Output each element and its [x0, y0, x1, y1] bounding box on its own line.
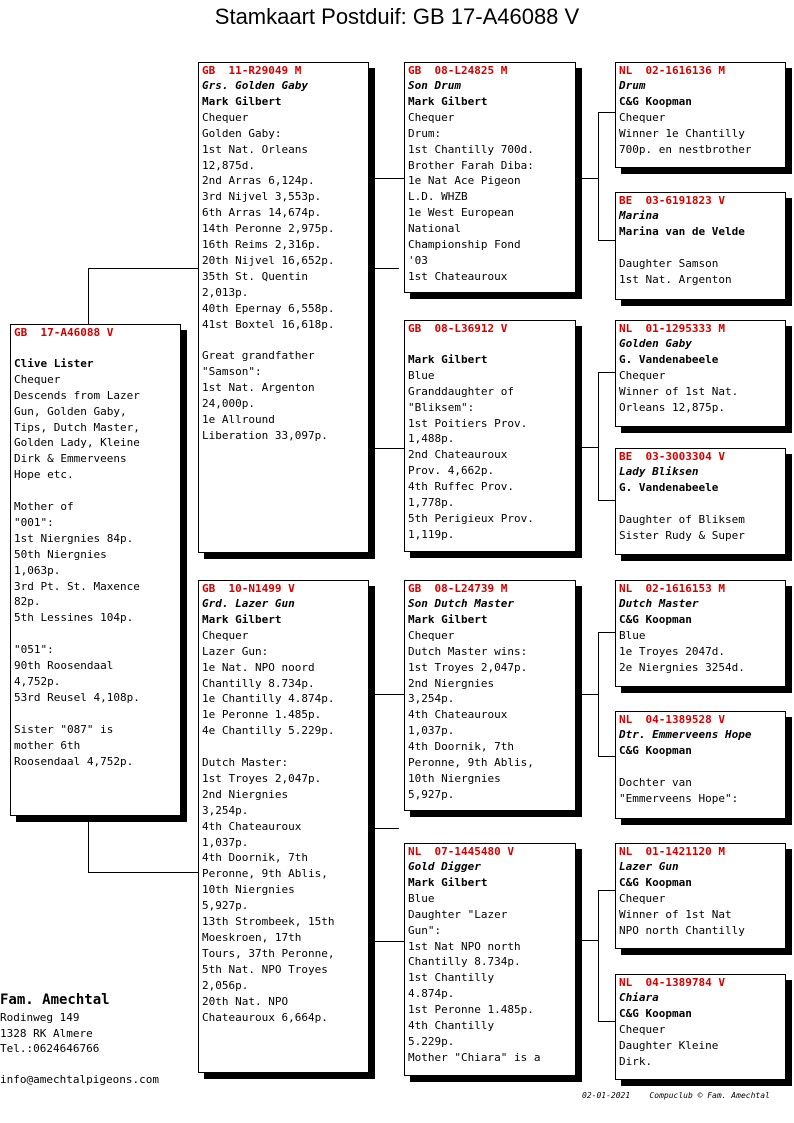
info-line: 1st Chantilly 700d. — [408, 142, 534, 156]
info-line: 1st Niergnies 84p. — [14, 531, 134, 545]
info-line — [202, 333, 365, 349]
info-line: 2nd Niergnies — [202, 787, 289, 801]
info-line: Great grandfather — [202, 349, 315, 363]
info-line: 5,927p. — [408, 787, 455, 801]
info-line: Mother of — [14, 500, 74, 514]
breeder-name: Mark Gilbert — [202, 94, 282, 108]
info-line: 3,254p. — [408, 692, 455, 706]
info-line: 1st Troyes 2,047p. — [202, 771, 322, 785]
info-line: Hope etc. — [14, 468, 74, 482]
info-line: 5,927p. — [202, 899, 249, 913]
pigeon-name: Grs. Golden Gaby — [202, 79, 308, 92]
info-line: Winner 1e Chantilly — [619, 126, 745, 140]
info-line: Chequer — [619, 891, 666, 905]
connector — [370, 694, 406, 942]
ring-number: BE 03-6191823 V — [619, 194, 725, 207]
info-line: 4th Chateauroux — [408, 708, 508, 722]
info-line: 82p. — [14, 595, 41, 609]
info-line: Descends from Lazer — [14, 388, 140, 402]
owner-info — [0, 990, 159, 1088]
pedigree-card-sss — [615, 62, 786, 168]
info-line — [14, 706, 177, 722]
connector — [88, 816, 199, 873]
info-line: 5th Nat. NPO Troyes — [202, 962, 328, 976]
info-line: 24,000p. — [202, 397, 255, 411]
info-line: Sister "087" is — [14, 722, 114, 736]
breeder-name: Mark Gilbert — [408, 352, 488, 366]
info-line: Dochter van — [619, 775, 692, 789]
breeder-name: C&G Koopman — [619, 875, 692, 889]
info-line: 1,119p. — [408, 527, 455, 541]
breeder-name: C&G Koopman — [619, 743, 692, 757]
connector — [598, 112, 616, 241]
pigeon-name: Golden Gaby — [619, 337, 692, 350]
pedigree-card-ddd — [615, 974, 786, 1080]
connector — [578, 178, 598, 179]
info-line: 10th Niergnies — [408, 771, 501, 785]
info-line: 1e Nat. NPO noord — [202, 660, 315, 674]
pedigree-card-dss — [615, 580, 786, 687]
pigeon-name: Grd. Lazer Gun — [202, 597, 295, 610]
ring-number: GB 17-A46088 V — [14, 326, 114, 339]
info-line: Peronne, 9th Ablis, — [202, 867, 328, 881]
pedigree-card-dam-sire — [404, 580, 576, 811]
info-line: 3rd Pt. St. Maxence — [14, 579, 140, 593]
info-line: Mother "Chiara" is a — [408, 1050, 541, 1064]
info-line: Sister Rudy & Super — [619, 528, 745, 542]
connector — [598, 372, 616, 501]
info-line: 4th Chateauroux — [202, 819, 302, 833]
info-line: Winner of 1st Nat — [619, 907, 732, 921]
ring-number: NL 04-1389784 V — [619, 976, 725, 989]
info-line: Chantilly 8.734p. — [408, 955, 521, 969]
ring-number: NL 02-1616153 M — [619, 582, 725, 595]
info-line: Drum: — [408, 126, 442, 140]
info-line: Golden Gaby: — [202, 126, 282, 140]
info-line: 20th Nat. NPO — [202, 994, 289, 1008]
info-line: Brother Farah Diba: — [408, 158, 534, 172]
info-line — [619, 759, 782, 775]
info-line: 1st Chantilly — [408, 971, 495, 985]
pigeon-name: Son Dutch Master — [408, 597, 514, 610]
info-line: Lazer Gun: — [202, 644, 269, 658]
ring-number: GB 08-L24825 M — [408, 64, 508, 77]
info-line: 12,875d. — [202, 158, 255, 172]
info-line: Gun": — [408, 923, 442, 937]
info-line: 5th Lessines 104p. — [14, 611, 134, 625]
info-line: 1e Nat Ace Pigeon — [408, 174, 521, 188]
info-line: Tours, 37th Peronne, — [202, 946, 335, 960]
info-line: 4th Chantilly — [408, 1019, 495, 1033]
info-line: 14th Peronne 2,975p. — [202, 222, 335, 236]
connector — [88, 268, 199, 327]
info-line: Dutch Master wins: — [408, 644, 528, 658]
info-line: Blue — [408, 368, 435, 382]
info-line: 1st Chateauroux — [408, 269, 508, 283]
breeder-name: C&G Koopman — [619, 94, 692, 108]
info-line: Blue — [619, 628, 646, 642]
info-line: 1st Nat. Argenton — [202, 381, 315, 395]
info-line: Chequer — [408, 628, 455, 642]
info-line: Chequer — [408, 110, 455, 124]
info-line: "001": — [14, 515, 54, 529]
info-line: 2,056p. — [202, 978, 249, 992]
info-line: Granddaughter of — [408, 384, 514, 398]
connector — [578, 694, 598, 695]
info-line: Dirk & Emmerveens — [14, 452, 127, 466]
info-line: Chequer — [619, 110, 666, 124]
info-line: 3,254p. — [202, 803, 249, 817]
breeder-name: Marina van de Velde — [619, 224, 745, 238]
pedigree-card-ssd — [615, 192, 786, 300]
info-line: 41st Boxtel 16,618p. — [202, 317, 335, 331]
info-line: 2nd Chateauroux — [408, 448, 508, 462]
breeder-name: C&G Koopman — [619, 612, 692, 626]
info-line: Chequer — [202, 628, 249, 642]
info-line: 3rd Nijvel 3,553p. — [202, 190, 322, 204]
info-line: Daughter of Bliksem — [619, 512, 745, 526]
breeder-name: Clive Lister — [14, 356, 94, 370]
pedigree-card-dds — [615, 843, 786, 949]
info-line: Chequer — [14, 372, 61, 386]
info-line: 4,752p. — [14, 674, 61, 688]
footer: 02-01-2021 Compuclub © Fam. Amechtal — [582, 1091, 770, 1100]
info-line: 13th Strombeek, 15th — [202, 915, 335, 929]
info-line: Daughter "Lazer — [408, 907, 508, 921]
connector — [578, 940, 598, 941]
pedigree-card-dam — [198, 580, 369, 1073]
owner-city: 1328 RK Almere — [0, 1026, 93, 1040]
owner-phone: Tel.:0624646766 — [0, 1042, 100, 1055]
info-line: 6th Arras 14,674p. — [202, 206, 322, 220]
info-line: 2e Niergnies 3254d. — [619, 660, 745, 674]
ring-number: GB 11-R29049 M — [202, 64, 302, 77]
info-line: 1st Troyes 2,047p. — [408, 660, 528, 674]
info-line: 4th Doornik, 7th — [408, 740, 514, 754]
pigeon-name: Son Drum — [408, 79, 461, 92]
info-line: "Samson": — [202, 365, 262, 379]
pigeon-name: Dutch Master — [619, 597, 699, 610]
info-line: 53rd Reusel 4,108p. — [14, 690, 140, 704]
info-line: Chequer — [619, 368, 666, 382]
pigeon-name — [408, 336, 572, 352]
info-line: 1,037p. — [408, 724, 455, 738]
info-line: "Emmerveens Hope": — [619, 791, 739, 805]
info-line: 50th Niergnies — [14, 547, 107, 561]
pedigree-card-sire-dam — [404, 320, 576, 552]
owner-street: Rodinweg 149 — [0, 1011, 80, 1024]
info-line: Tips, Dutch Master, — [14, 420, 140, 434]
ring-number: NL 02-1616136 M — [619, 64, 725, 77]
pigeon-name: Chiara — [619, 991, 659, 1004]
info-line: 40th Epernay 6,558p. — [202, 301, 335, 315]
ring-number: GB 10-N1499 V — [202, 582, 295, 595]
info-line: "Bliksem": — [408, 400, 475, 414]
page-title: Stamkaart Postduif: GB 17-A46088 V — [214, 4, 580, 29]
pigeon-name — [14, 340, 177, 356]
info-line: 4th Ruffec Prov. — [408, 480, 514, 494]
pigeon-name: Dtr. Emmerveens Hope — [619, 728, 752, 741]
info-line: Daughter Samson — [619, 256, 719, 270]
breeder-name: Mark Gilbert — [408, 94, 488, 108]
info-line — [14, 626, 177, 642]
info-line: "051": — [14, 643, 54, 657]
info-line: Blue — [408, 891, 435, 905]
breeder-name: G. Vandenabeele — [619, 352, 719, 366]
info-line: Moeskroen, 17th — [202, 931, 302, 945]
info-line: 1st Peronne 1.485p. — [408, 1003, 534, 1017]
info-line — [619, 240, 782, 256]
pedigree-card-subject — [10, 324, 181, 816]
info-line: 1st Nat. Orleans — [202, 142, 308, 156]
pedigree-card-dam-dam — [404, 843, 576, 1076]
pigeon-name: Lazer Gun — [619, 860, 679, 873]
info-line: Winner of 1st Nat. — [619, 384, 739, 398]
ring-number: NL 01-1295333 M — [619, 322, 725, 335]
info-line: 1st Poitiers Prov. — [408, 416, 528, 430]
owner-name: Fam. Amechtal — [0, 992, 110, 1008]
info-line: Chateauroux 6,664p. — [202, 1010, 328, 1024]
info-line: 16th Reims 2,316p. — [202, 238, 322, 252]
info-line: Liberation 33,097p. — [202, 428, 328, 442]
info-line: 1,037p. — [202, 835, 249, 849]
info-line: 1st Nat. Argenton — [619, 272, 732, 286]
connector — [578, 447, 598, 448]
info-line: Chantilly 8.734p. — [202, 676, 315, 690]
info-line: 2nd Niergnies — [408, 676, 495, 690]
info-line: 1e Troyes 2047d. — [619, 644, 725, 658]
info-line: 1st Nat NPO north — [408, 939, 521, 953]
pigeon-name: Drum — [619, 79, 646, 92]
info-line: 2,013p. — [202, 285, 249, 299]
pedigree-card-sire-sire — [404, 62, 576, 293]
info-line: 90th Roosendaal — [14, 659, 114, 673]
info-line — [202, 739, 365, 755]
info-line: 1e Allround — [202, 413, 275, 427]
connector — [370, 828, 399, 829]
pedigree-card-sdd — [615, 448, 786, 555]
connector — [370, 268, 399, 269]
info-line: Orleans 12,875p. — [619, 400, 725, 414]
info-line: Chequer — [202, 110, 249, 124]
info-line: Daughter Kleine — [619, 1038, 719, 1052]
info-line: 1e West European — [408, 206, 514, 220]
breeder-name: G. Vandenabeele — [619, 480, 719, 494]
ring-number: GB 08-L36912 V — [408, 322, 508, 335]
pigeon-name: Gold Digger — [408, 860, 481, 873]
info-line: Gun, Golden Gaby, — [14, 404, 127, 418]
info-line: 4th Doornik, 7th — [202, 851, 308, 865]
breeder-name: Mark Gilbert — [408, 875, 488, 889]
pedigree-card-dsd — [615, 711, 786, 819]
info-line: Roosendaal 4,752p. — [14, 754, 134, 768]
info-line — [619, 496, 782, 512]
info-line: Golden Lady, Kleine — [14, 436, 140, 450]
info-line: 5.229p. — [408, 1034, 455, 1048]
info-line: '03 — [408, 253, 428, 267]
info-line: Chequer — [619, 1022, 666, 1036]
info-line: 1,778p. — [408, 496, 455, 510]
info-line: mother 6th — [14, 738, 81, 752]
breeder-name: Mark Gilbert — [202, 612, 282, 626]
ring-number: GB 08-L24739 M — [408, 582, 508, 595]
info-line: 2nd Arras 6,124p. — [202, 174, 315, 188]
breeder-name: C&G Koopman — [619, 1006, 692, 1020]
info-line: 1e Peronne 1.485p. — [202, 708, 322, 722]
ring-number: NL 01-1421120 M — [619, 845, 725, 858]
info-line — [14, 483, 177, 499]
pedigree-card-sire — [198, 62, 369, 553]
info-line: 700p. en nestbrother — [619, 142, 752, 156]
info-line: 35th St. Quentin — [202, 269, 308, 283]
info-line: Prov. 4,662p. — [408, 464, 495, 478]
info-line: 1,488p. — [408, 432, 455, 446]
breeder-name: Mark Gilbert — [408, 612, 488, 626]
owner-email: info@amechtalpigeons.com — [0, 1073, 159, 1086]
ring-number: NL 07-1445480 V — [408, 845, 514, 858]
info-line: 5th Perigieux Prov. — [408, 511, 534, 525]
info-line: 10th Niergnies — [202, 883, 295, 897]
pedigree-card-sds — [615, 320, 786, 427]
info-line: Dirk. — [619, 1054, 653, 1068]
info-line: National — [408, 222, 461, 236]
info-line: L.D. WHZB — [408, 190, 468, 204]
info-line: 1,063p. — [14, 563, 61, 577]
info-line: 4.874p. — [408, 987, 455, 1001]
ring-number: NL 04-1389528 V — [619, 713, 725, 726]
pigeon-name: Lady Bliksen — [619, 465, 699, 478]
connector — [370, 178, 406, 449]
info-line: Dutch Master: — [202, 756, 289, 770]
ring-number: BE 03-3003304 V — [619, 450, 725, 463]
info-line: 4e Chantilly 5.229p. — [202, 724, 335, 738]
connector — [598, 890, 616, 1022]
pigeon-name: Marina — [619, 209, 659, 222]
info-line: Peronne, 9th Ablis, — [408, 756, 534, 770]
info-line: 20th Nijvel 16,652p. — [202, 253, 335, 267]
info-line: Championship Fond — [408, 238, 521, 252]
info-line: 1e Chantilly 4.874p. — [202, 692, 335, 706]
info-line: NPO north Chantilly — [619, 923, 745, 937]
connector — [598, 632, 616, 757]
